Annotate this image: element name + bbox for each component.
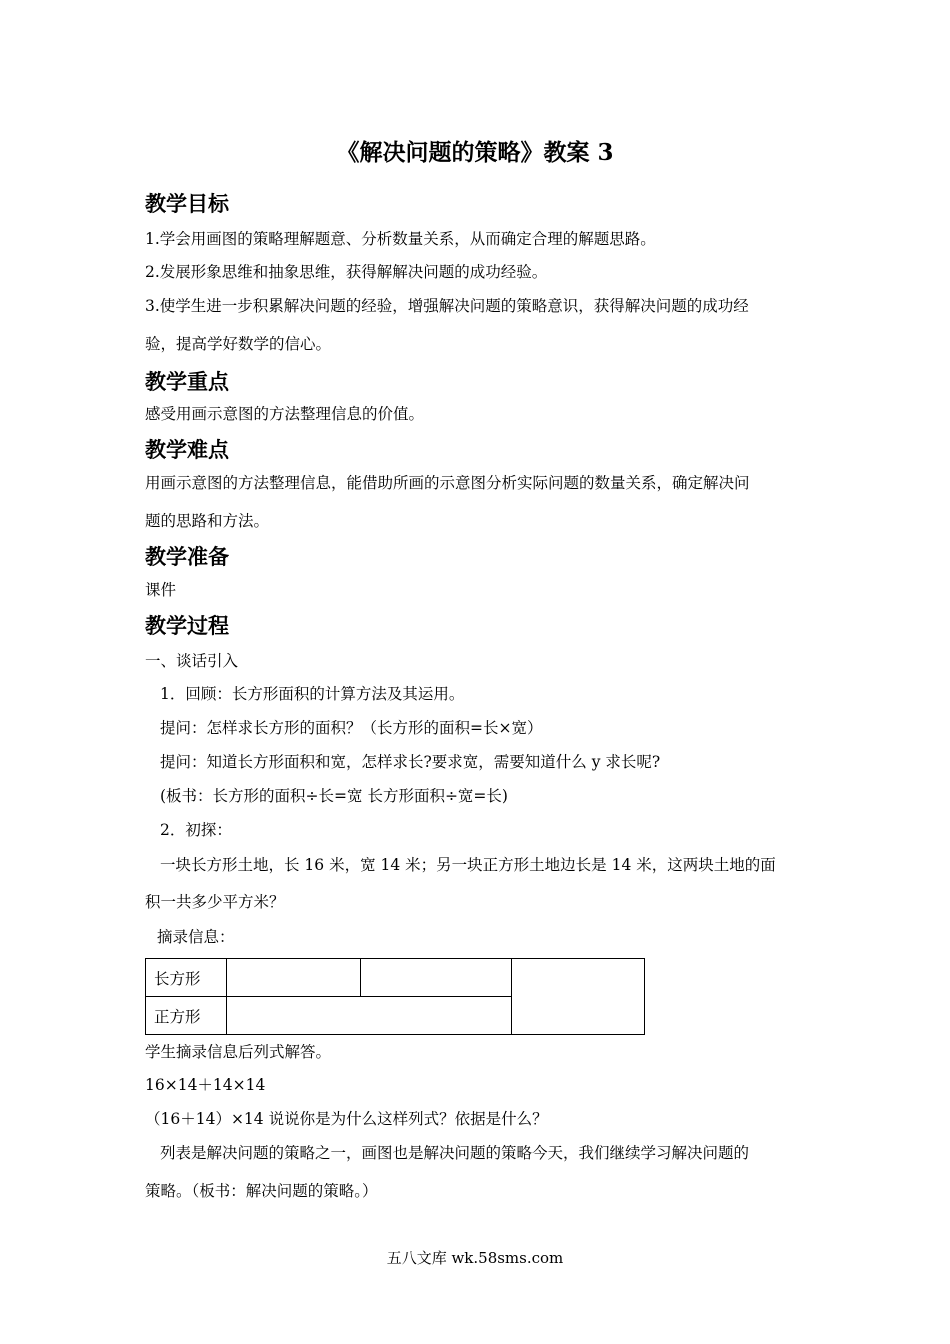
goals-item-3-line-1: 3.使学生进一步积累解决问题的经验，增强解决问题的策略意识，获得解决问题的成功经: [145, 297, 749, 315]
process-line-9: 学生摘录信息后列式解答。: [145, 1043, 332, 1061]
process-problem-line-2: 积一共多少平方米？: [145, 893, 285, 911]
heading-difficulties: 教学难点: [145, 438, 229, 462]
table-cell-empty: [227, 959, 361, 997]
goals-item-2: 2.发展形象思维和抽象思维，获得解解决问题的成功经验。: [145, 263, 548, 281]
heading-key-points: 教学重点: [145, 370, 229, 394]
process-summary-line-2: 策略。（板书：解决问题的策略。）: [145, 1182, 378, 1200]
process-formula-2: （16＋14）×14 说说你是为什么这样列式？依据是什么？: [145, 1110, 548, 1128]
process-line-3: 提问：怎样求长方形的面积？（长方形的面积=长×宽）: [160, 719, 543, 737]
heading-process: 教学过程: [145, 614, 229, 638]
heading-goals: 教学目标: [145, 192, 229, 216]
heading-preparation: 教学准备: [145, 545, 229, 569]
process-line-6: 2．初探：: [160, 821, 232, 839]
info-table: [145, 958, 645, 1035]
process-problem-line-1: 一块长方形土地，长 16 米，宽 14 米；另一块正方形土地边长是 14 米，这两块土地的面: [160, 856, 776, 874]
process-extract-info-label: 摘录信息：: [157, 928, 235, 946]
goals-item-1: 1.学会用画图的策略理解题意、分析数量关系，从而确定合理的解题思路。: [145, 230, 656, 248]
process-formula-1: 16×14＋14×14: [145, 1076, 266, 1094]
process-line-4: 提问：知道长方形面积和宽，怎样求长?要求宽，需要知道什么 y 求长呢?: [160, 753, 661, 771]
process-line-1: 一、谈话引入: [145, 652, 239, 670]
goals-item-3-line-2: 验，提高学好数学的信心。: [145, 335, 332, 353]
difficulties-line-1: 用画示意图的方法整理信息，能借助所画的示意图分析实际问题的数量关系，确定解决问: [145, 474, 750, 492]
document-title: 《解决问题的策略》教案 3: [336, 139, 614, 166]
preparation-text: 课件: [145, 581, 177, 599]
process-line-2: 1．回顾：长方形面积的计算方法及其运用。: [160, 685, 465, 703]
table-row-label-rectangle: 长方形: [146, 959, 227, 997]
table-cell-empty: [361, 959, 512, 997]
key-points-text: 感受用画示意图的方法整理信息的价值。: [145, 405, 425, 423]
footer-watermark: 五八文库 wk.58sms.com: [386, 1249, 564, 1267]
process-line-5: (板书：长方形的面积÷长=宽 长方形面积÷宽=长): [160, 787, 508, 805]
table-cell-empty: [227, 997, 512, 1035]
table-row-label-square: 正方形: [146, 997, 227, 1035]
table-cell-merged-empty: [512, 959, 645, 1035]
difficulties-line-2: 题的思路和方法。: [145, 512, 270, 530]
process-summary-line-1: 列表是解决问题的策略之一，画图也是解决问题的策略今天，我们继续学习解决问题的: [160, 1144, 750, 1162]
